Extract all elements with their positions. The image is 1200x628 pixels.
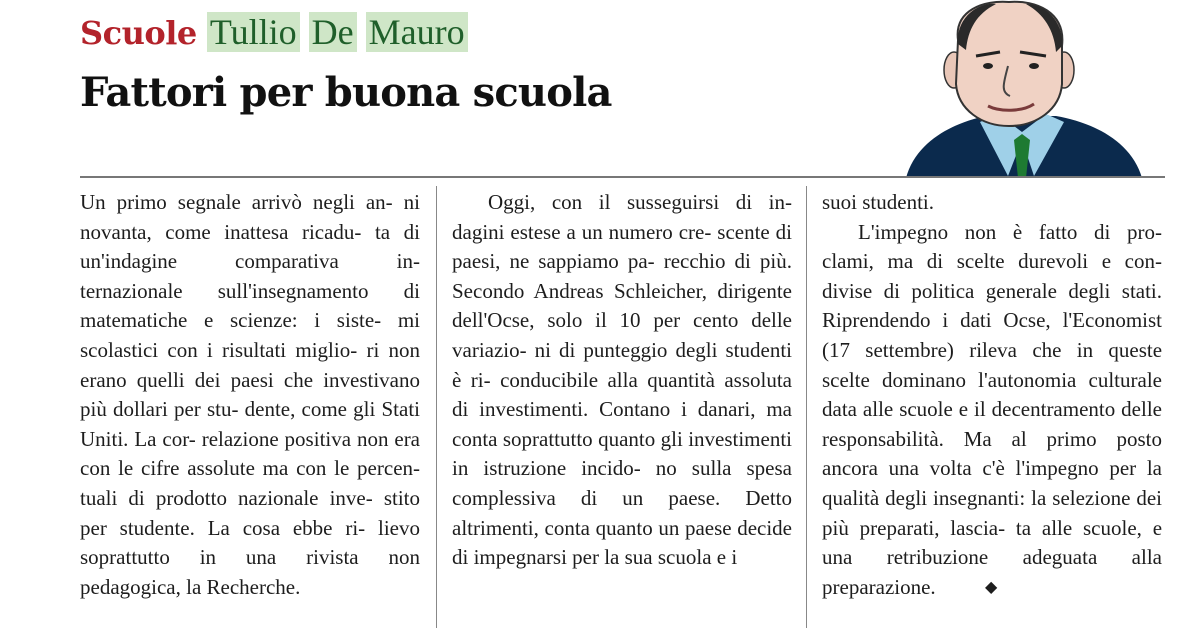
article-column-2 xyxy=(452,188,792,573)
header-rule xyxy=(80,176,1165,178)
article-headline: Fattori per buona scuola xyxy=(80,69,612,116)
column-divider xyxy=(436,186,437,628)
rubric-line xyxy=(80,12,468,53)
author-last-name: Mauro xyxy=(366,12,468,52)
author-first-name: Tullio xyxy=(207,12,300,52)
author-particle: De xyxy=(309,12,357,52)
article-column-1 xyxy=(80,188,420,602)
paragraph: L'impegno non è fatto di pro- clami, ma di scelte durevoli e con- divise di politica generale degli stati. Riprendendo i dati Ocse, l'Economist (17 settembre) rileva che in queste scelte dominano l'autonomia culturale data alle scuole e il decentramento delle responsabilità. Ma al primo posto ancora una volta c'è l'impegno per la qualità degli insegnanti: la selezione dei più preparati, lascia- ta alle scuole, e una retribuzione adeguata alla preparazione. ◆ xyxy=(822,218,1162,603)
author-caricature-icon xyxy=(896,0,1146,178)
paragraph: suoi studenti. xyxy=(822,190,935,214)
author-name[interactable] xyxy=(207,12,468,52)
end-mark-icon: ◆ xyxy=(984,578,998,596)
section-label: Scuole xyxy=(80,14,197,52)
paragraph: Oggi, con il susseguirsi di in- dagini estese a un numero cre- scente di paesi, ne sappiamo pa- recchio di più. Secondo Andreas Schleicher, dirigente dell'Ocse, solo il 10 per cento delle variazio- ni di punteggio degli studenti è ri- conducibile alla quantità assoluta di investimenti. Contano i danari, ma conta soprattutto quanto gli investimenti in istruzione incido- no sulla spesa complessiva di un paese. Detto altrimenti, conta quanto un paese decide di impegnarsi per la sua scuola e i xyxy=(452,190,793,570)
article-column-3 xyxy=(822,188,1162,602)
column-divider xyxy=(806,186,807,628)
paragraph: Un primo segnale arrivò negli an- ni novanta, come inattesa ricadu- ta di un'indagine comparativa in- ternazionale sull'insegnamento di matematiche e scienze: i siste- mi scolastici con i risultati miglio- ri non erano quelli dei paesi che investivano più dollari per stu- dente, come gli Stati Uniti. La cor- relazione positiva non era con le cifre assolute ma con le percen- tuali di prodotto nazionale inve- stito per studente. La cosa ebbe ri- lievo soprattutto in una rivista non pedagogica, la Recherche. xyxy=(80,190,421,599)
